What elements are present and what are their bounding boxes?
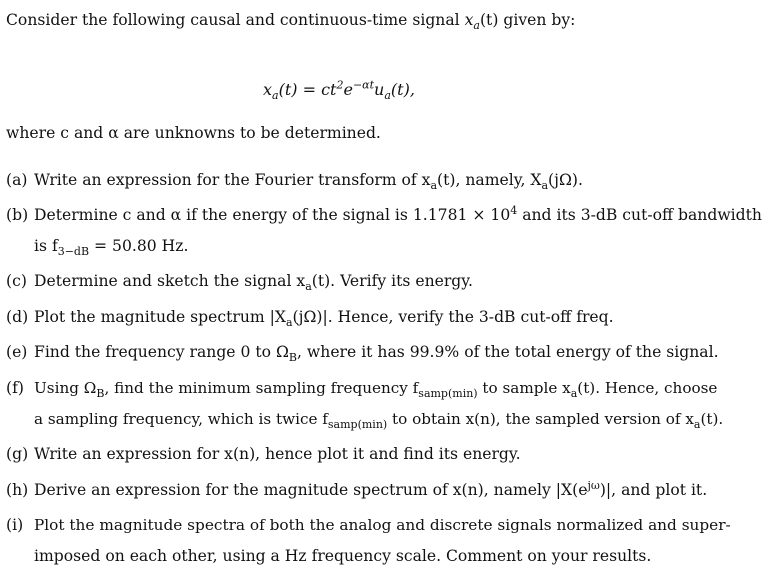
intro-text: Consider the following causal and continuous-time signal	[6, 11, 460, 29]
item-h-text: Derive an expression for the magnitude spectrum of x(n), namely $|X(e^{j\omega})|$, and plot it.	[34, 478, 708, 499]
intro-signal: $x_a$	[464, 11, 480, 33]
item-a-text: Write an expression for the Fourier transform of $x_a(t)$, namely, $X_a(j\Omega)$.	[34, 171, 583, 193]
intro-signal-arg: (t)	[479, 11, 499, 29]
item-b-label: (b)	[6, 206, 29, 224]
item-f-text-line1: Using $\Omega_B$, find the minimum sampling frequency $f_{samp(min)}$ to sample $x_a(t)$. Hence, choose	[34, 379, 718, 401]
item-f-text-line2: a sampling frequency, which is twice $f_{samp(min)}$ to obtain x(n), the sampled version of $x_a(t)$.	[34, 410, 724, 432]
item-g-label: (g)	[6, 445, 29, 463]
where-line: where c and α are unknowns to be determined.	[6, 124, 381, 142]
item-d-text: Plot the magnitude spectrum $|X_a(j\Omega)|$. Hence, verify the 3-dB cut-off freq.	[34, 308, 614, 330]
item-g-text: Write an expression for x(n), hence plot it and find its energy.	[34, 445, 521, 463]
item-i-text-line2: imposed on each other, using a Hz frequency scale. Comment on your results.	[34, 547, 652, 565]
signal-formula: $x_a(t) = ct^2e^{-\alpha t}u_a(t)$,	[263, 78, 415, 103]
item-h-label: (h)	[6, 481, 29, 499]
intro-suffix: given by:	[503, 11, 576, 29]
item-c-text: Determine and sketch the signal $x_a(t)$. Verify its energy.	[34, 272, 473, 294]
item-b-text-line2: is $f_{3-dB} = 50.80$ Hz.	[34, 237, 189, 259]
item-d-label: (d)	[6, 308, 29, 326]
item-a-label: (a)	[6, 171, 28, 189]
item-i-text-line1: Plot the magnitude spectra of both the analog and discrete signals normalized and super-	[34, 516, 731, 534]
item-f-label: (f)	[6, 379, 24, 397]
item-b-text-line1: Determine c and α if the energy of the signal is $1.1781 \times 10^4$ and its 3-dB cut-off bandwidth	[34, 203, 762, 224]
item-c-label: (c)	[6, 272, 27, 290]
item-e-text: Find the frequency range 0 to $\Omega_B$, where it has 99.9% of the total energy of the signal.	[34, 343, 719, 365]
item-e-label: (e)	[6, 343, 28, 361]
intro-line	[6, 10, 576, 33]
item-i-label: (i)	[6, 516, 24, 534]
